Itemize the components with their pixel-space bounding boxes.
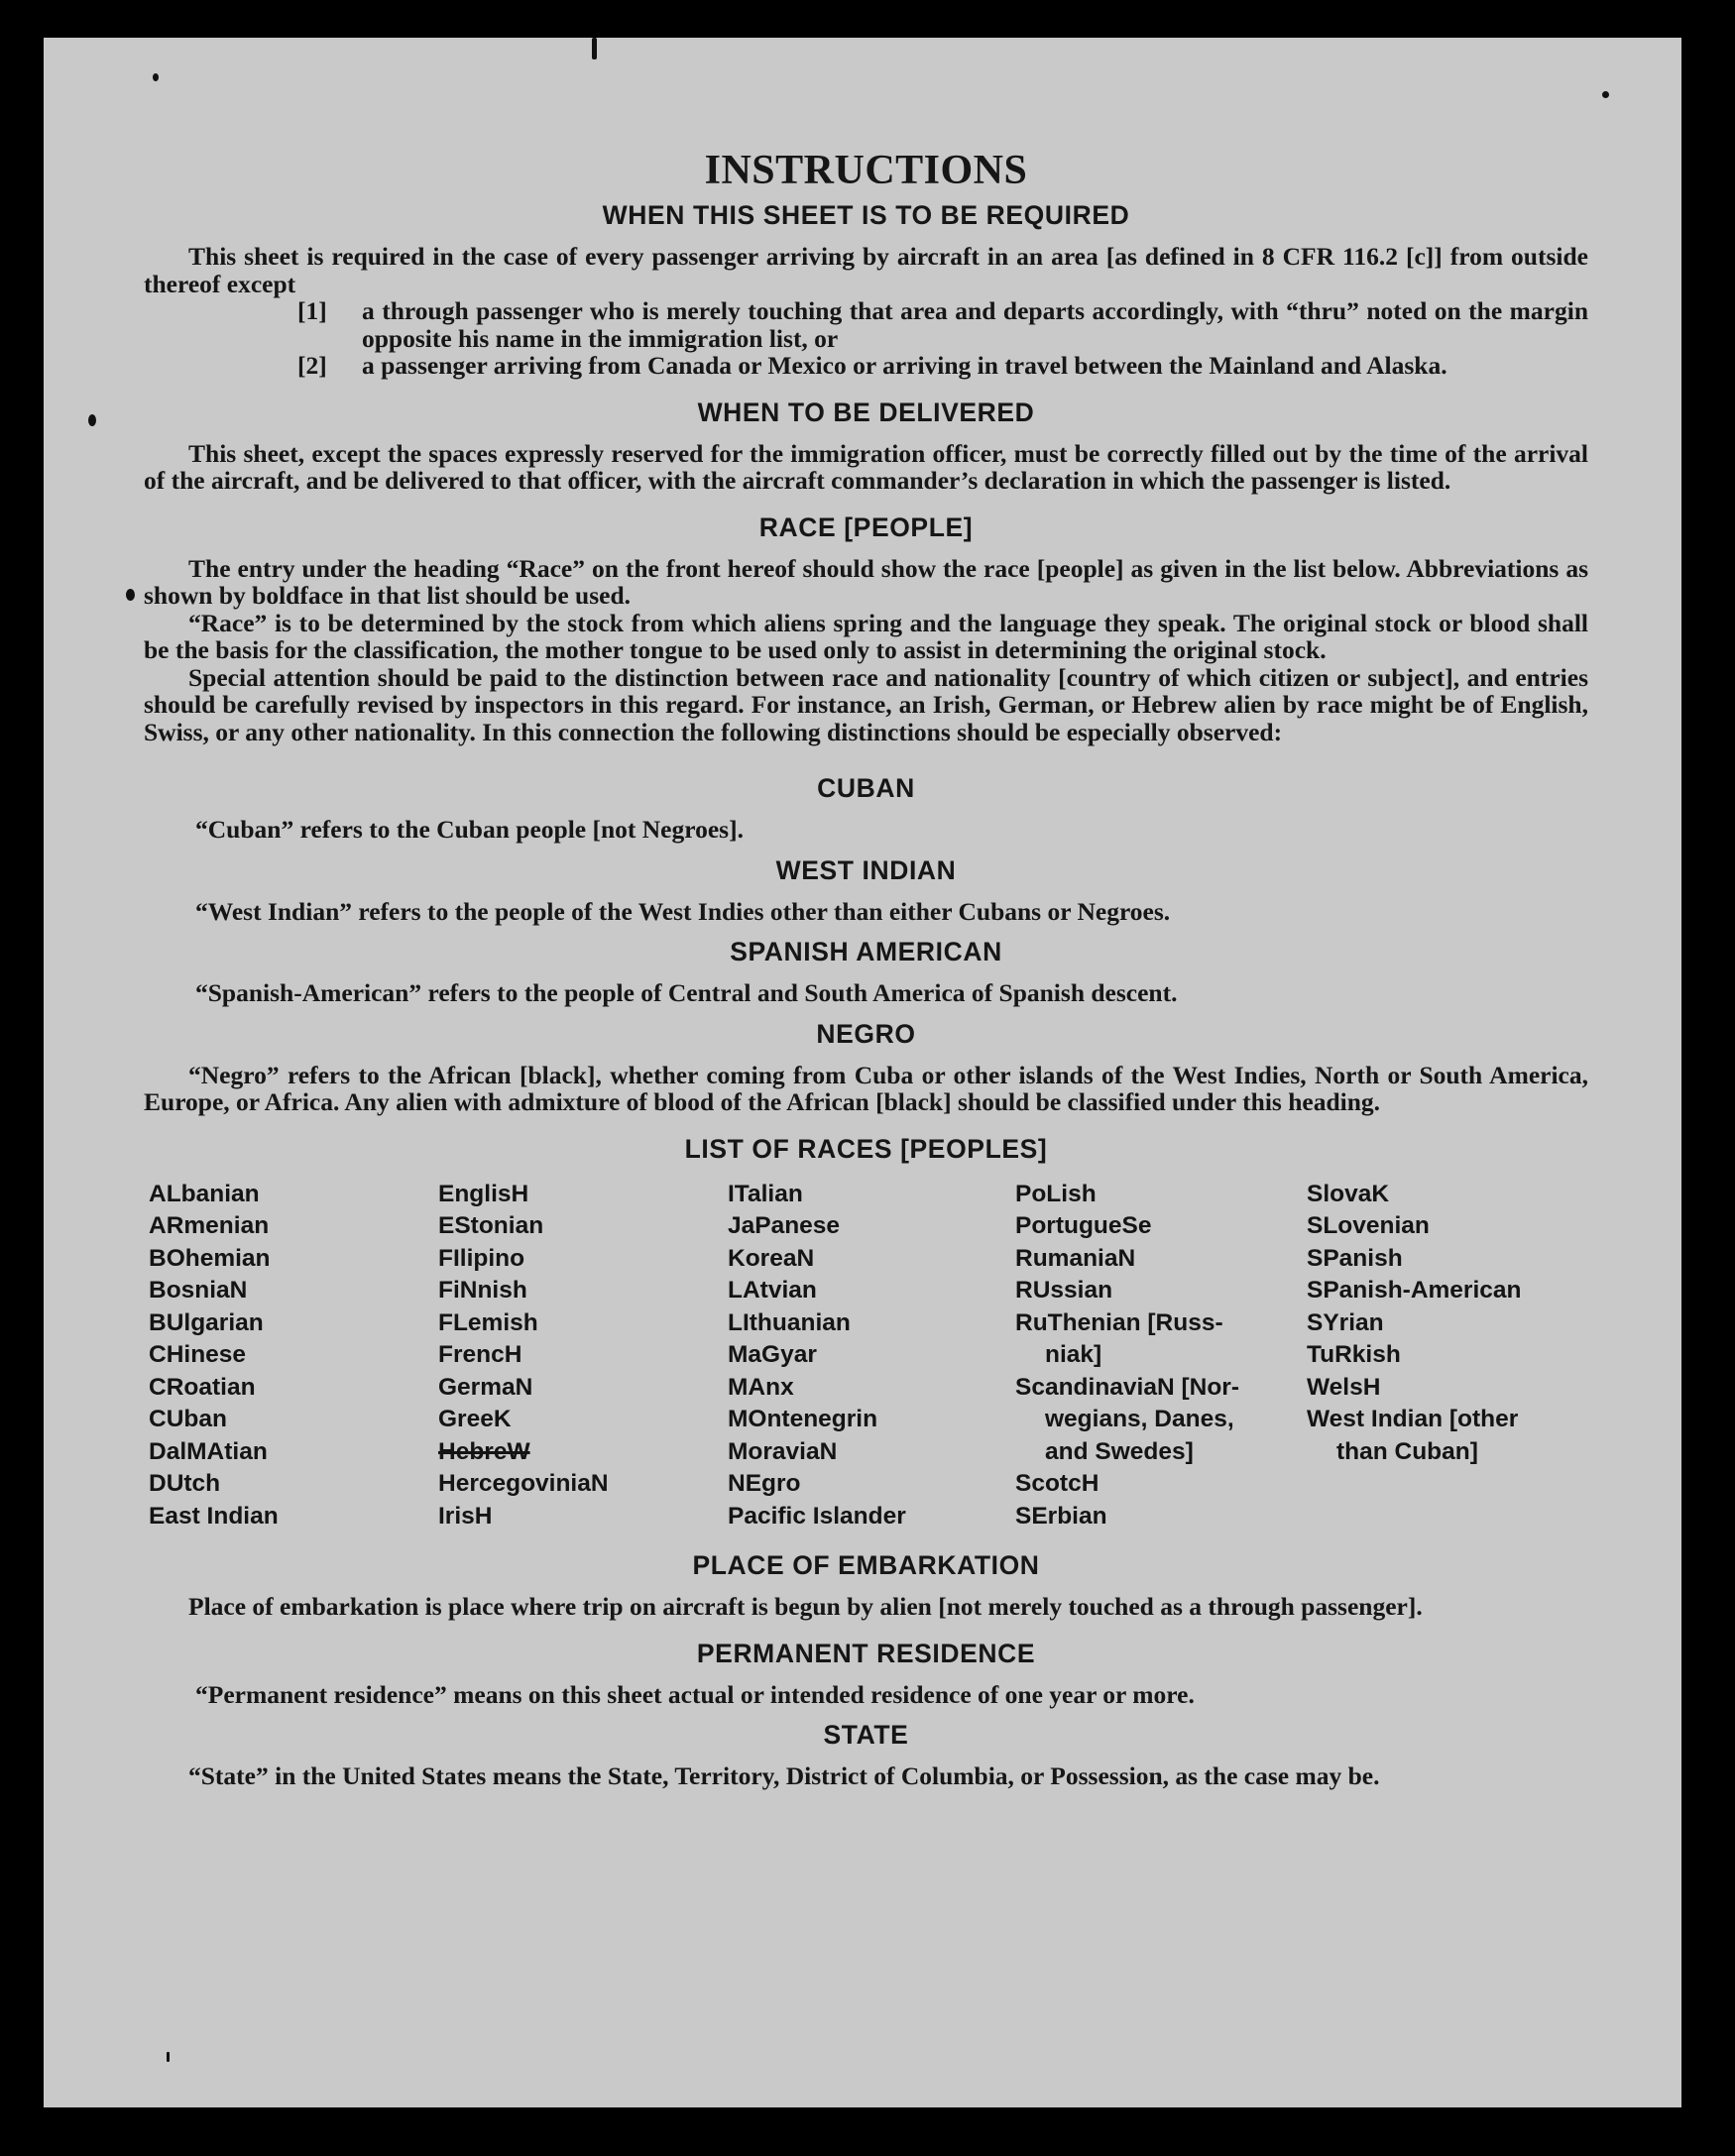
heading-race: RACE [PEOPLE] bbox=[758, 511, 974, 542]
race-entry-continued: niak] bbox=[1045, 1341, 1102, 1368]
scan-speck bbox=[1602, 91, 1609, 98]
state-text: “State” in the United States means the State, Territory, District of Columbia, or Possession, as the case may be. bbox=[188, 1761, 1380, 1790]
race-entry: FIlipino bbox=[438, 1244, 525, 1272]
heading-embarkation: PLACE OF EMBARKATION bbox=[692, 1550, 1040, 1580]
negro-text: “Negro” refers to the African [black], whether coming from Cuba or other islands of the West Indies, North or South America, Europe, or Africa. Any alien with admixture of blood of the African [black] should be classified under this heading. bbox=[144, 1060, 1588, 1116]
race-entry: BUlgarian bbox=[149, 1308, 264, 1336]
heading-list-of-races: LIST OF RACES [PEOPLES] bbox=[684, 1133, 1048, 1164]
race-entry: EnglisH bbox=[438, 1180, 529, 1207]
race-entry: IrisH bbox=[438, 1502, 493, 1530]
heading-cuban: CUBAN bbox=[817, 773, 915, 803]
race-entry: GreeK bbox=[438, 1406, 512, 1432]
heading-negro: NEGRO bbox=[816, 1018, 916, 1049]
heading-permanent-residence: PERMANENT RESIDENCE bbox=[696, 1638, 1036, 1668]
race-entry: HercegoviniaN bbox=[438, 1470, 609, 1497]
race-entry: MaGyar bbox=[728, 1341, 817, 1368]
race-entry: PoLish bbox=[1015, 1180, 1097, 1207]
race-entry: ScandinaviaN [Nor- bbox=[1015, 1373, 1239, 1401]
race-entry: EStonian bbox=[438, 1212, 544, 1239]
race-entry: Pacific Islander bbox=[728, 1502, 906, 1530]
race-entry-continued: wegians, Danes, bbox=[1045, 1406, 1234, 1432]
race-entry: RuThenian [Russ- bbox=[1015, 1308, 1223, 1336]
race-entry: DUtch bbox=[149, 1470, 221, 1497]
race-entry: CRoatian bbox=[149, 1373, 256, 1401]
exception-item bbox=[297, 297, 1588, 352]
cuban-text: “Cuban” refers to the Cuban people [not Negroes]. bbox=[195, 815, 744, 844]
exception-item bbox=[297, 352, 1588, 380]
race-paragraph: Special attention should be paid to the distinction between race and nationality [country of which citizen or subject], and entries should be carefully revised by inspectors in this regard. For instance, an Irish, German, or Hebrew alien by race might be of English, Swiss, or any other nationality. In this connection the following distinctions should be especially observed: bbox=[144, 662, 1588, 746]
race-entry: LAtvian bbox=[728, 1277, 817, 1304]
race-entry-continued: than Cuban] bbox=[1336, 1437, 1478, 1465]
race-entry: CUban bbox=[149, 1406, 227, 1432]
race-entry: SErbian bbox=[1015, 1502, 1107, 1530]
race-entry-struck: HebreW bbox=[438, 1437, 530, 1465]
race-entry: SlovaK bbox=[1307, 1180, 1390, 1207]
race-entry: SPanish-American bbox=[1307, 1277, 1522, 1304]
scan-speck bbox=[167, 2052, 170, 2062]
races-column bbox=[438, 1179, 728, 1533]
race-entry: SLovenian bbox=[1307, 1212, 1430, 1239]
race-entry: BOhemian bbox=[149, 1244, 271, 1272]
race-entry: GermaN bbox=[438, 1373, 533, 1401]
race-entry: TuRkish bbox=[1307, 1341, 1401, 1368]
west-indian-text: “West Indian” refers to the people of the West Indies other than either Cubans or Negroes. bbox=[195, 896, 1171, 926]
race-paragraph: The entry under the heading “Race” on the front hereof should show the race [people] as given in the list below. Abbreviations as shown by boldface in that list should be used. bbox=[144, 553, 1588, 610]
races-column bbox=[728, 1179, 1015, 1533]
when-delivered-text: This sheet, except the spaces expressly reserved for the immigration officer, must be correctly filled out by the time of the arrival of the aircraft, and be delivered to that officer, with the aircraft commander’s declaration in which the passenger is listed. bbox=[144, 438, 1588, 495]
races-list bbox=[149, 1179, 1588, 1533]
spanish-american-text: “Spanish-American” refers to the people of Central and South America of Spanish descent. bbox=[195, 978, 1178, 1007]
race-entry: ScotcH bbox=[1015, 1470, 1099, 1497]
exception-text: a passenger arriving from Canada or Mexico or arriving in travel between the Mainland and Alaska. bbox=[362, 351, 1447, 380]
race-entry: RUssian bbox=[1015, 1277, 1113, 1304]
race-entry: SYrian bbox=[1307, 1308, 1384, 1336]
races-column bbox=[1015, 1179, 1307, 1533]
race-entry: LIthuanian bbox=[728, 1308, 851, 1336]
instructions-text bbox=[144, 147, 1588, 1790]
race-entry: BosniaN bbox=[149, 1277, 248, 1304]
exception-number: [1] bbox=[297, 296, 327, 325]
heading-when-required: WHEN THIS SHEET IS TO BE REQUIRED bbox=[602, 200, 1130, 230]
document-page bbox=[44, 38, 1681, 2107]
race-entry: MoraviaN bbox=[728, 1437, 838, 1465]
race-entry: JaPanese bbox=[728, 1212, 841, 1239]
race-entry: SPanish bbox=[1307, 1244, 1403, 1272]
race-entry: RumaniaN bbox=[1015, 1244, 1136, 1272]
scan-speck bbox=[153, 73, 159, 81]
race-entry: MOntenegrin bbox=[728, 1406, 878, 1432]
race-entry: PortugueSe bbox=[1015, 1212, 1152, 1239]
race-entry: FiNnish bbox=[438, 1277, 527, 1304]
race-entry: ALbanian bbox=[149, 1180, 260, 1207]
race-entry: NEgro bbox=[728, 1470, 801, 1497]
race-entry: ITalian bbox=[728, 1180, 803, 1207]
race-entry: MAnx bbox=[728, 1373, 794, 1401]
scan-speck bbox=[88, 414, 96, 426]
scan-speck bbox=[126, 589, 135, 601]
embarkation-text: Place of embarkation is place where trip on aircraft is begun by alien [not merely touched as a through passenger]. bbox=[188, 1592, 1423, 1621]
when-required-intro: This sheet is required in the case of every passenger arriving by aircraft in an area [as defined in 8 CFR 116.2 [c]] from outside thereof except bbox=[144, 242, 1588, 298]
race-entry: DalMAtian bbox=[149, 1437, 268, 1465]
race-entry: East Indian bbox=[149, 1502, 279, 1530]
races-column bbox=[1307, 1179, 1584, 1533]
race-entry: CHinese bbox=[149, 1341, 247, 1368]
scan-speck bbox=[592, 38, 597, 59]
residence-text: “Permanent residence” means on this sheet actual or intended residence of one year or more. bbox=[195, 1679, 1195, 1709]
race-entry: West Indian [other bbox=[1307, 1406, 1519, 1432]
heading-west-indian: WEST INDIAN bbox=[775, 854, 957, 885]
exception-text: a through passenger who is merely touching that area and departs accordingly, with “thru” noted on the margin opposite his name in the immigration list, or bbox=[362, 296, 1588, 353]
race-entry: ARmenian bbox=[149, 1212, 270, 1239]
race-entry: KoreaN bbox=[728, 1244, 815, 1272]
races-column bbox=[149, 1179, 438, 1533]
race-paragraph: “Race” is to be determined by the stock from which aliens spring and the language they speak. The original stock or blood shall be the basis for the classification, the mother tongue to be used only to assist in determining the original stock. bbox=[144, 608, 1588, 664]
race-entry-continued: and Swedes] bbox=[1045, 1437, 1194, 1465]
heading-state: STATE bbox=[823, 1720, 909, 1750]
race-entry: FrencH bbox=[438, 1341, 522, 1368]
exception-number: [2] bbox=[297, 351, 327, 380]
race-entry: FLemish bbox=[438, 1308, 538, 1336]
heading-when-delivered: WHEN TO BE DELIVERED bbox=[697, 397, 1035, 427]
race-entry: WelsH bbox=[1307, 1373, 1381, 1401]
heading-spanish-american: SPANISH AMERICAN bbox=[730, 937, 1002, 966]
page-title: INSTRUCTIONS bbox=[704, 148, 1028, 193]
